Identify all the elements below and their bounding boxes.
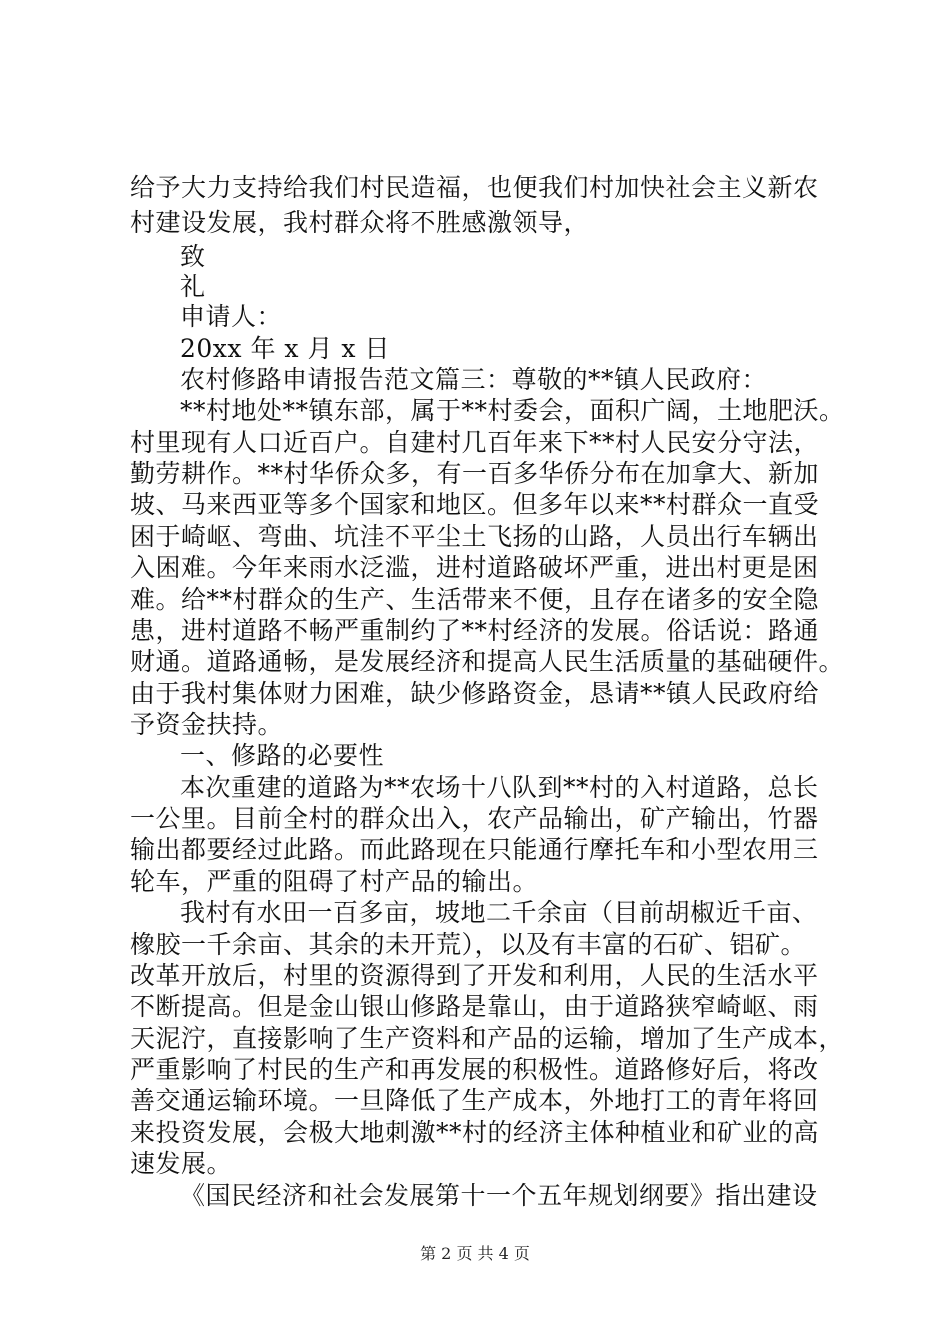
text-line: 礼 xyxy=(180,272,206,301)
text-line: 村建设发展，我村群众将不胜感激领导， xyxy=(130,208,590,237)
text-line: 来投资发展，会极大地刺激**村的经济主体种植业和矿业的高 xyxy=(130,1118,820,1147)
text-line: 橡胶一千余亩、其余的未开荒），以及有丰富的石矿、铝矿。 xyxy=(130,930,807,959)
text-line: 困于崎岖、弯曲、坑洼不平尘土飞扬的山路，人员出行车辆出 xyxy=(130,522,819,551)
section-heading: 一、修路的必要性 xyxy=(180,741,385,770)
text-line: 入困难。今年来雨水泛滥，进村道路破坏严重，进出村更是困 xyxy=(130,553,819,582)
text-line: 致 xyxy=(180,242,206,271)
text-line: 坡、马来西亚等多个国家和地区。但多年以来**村群众一直受 xyxy=(130,490,820,519)
text-line: 改革开放后，村里的资源得到了开发和利用，人民的生活水平 xyxy=(130,961,819,990)
text-line: 轮车，严重的阻碍了村产品的输出。 xyxy=(130,867,539,896)
text-line: 不断提高。但是金山银山修路是靠山，由于道路狭窄崎岖、雨 xyxy=(130,992,819,1021)
text-line: 财通。道路通畅，是发展经济和提高人民生活质量的基础硬件。 xyxy=(130,647,845,676)
text-line: 一公里。目前全村的群众出入，农产品输出，矿产输出，竹器 xyxy=(130,804,819,833)
text-line: 《国民经济和社会发展第十一个五年规划纲要》指出建设 xyxy=(180,1181,818,1210)
text-line: 申请人： xyxy=(180,302,283,331)
text-line: 输出都要经过此路。而此路现在只能通行摩托车和小型农用三 xyxy=(130,835,819,864)
text-line: 难。给**村群众的生产、生活带来不便，且存在诸多的安全隐 xyxy=(130,585,820,614)
text-line: 由于我村集体财力困难，缺少修路资金，恳请**镇人民政府给 xyxy=(130,679,820,708)
text-line: 天泥泞，直接影响了生产资料和产品的运输，增加了生产成本， xyxy=(130,1024,845,1053)
text-line: 善交通运输环境。一旦降低了生产成本，外地打工的青年将回 xyxy=(130,1086,819,1115)
text-line: 农村修路申请报告范文篇三：尊敬的**镇人民政府： xyxy=(180,365,768,394)
text-line: 严重影响了村民的生产和再发展的积极性。道路修好后，将改 xyxy=(130,1055,819,1084)
page-number-footer: 第 2 页 共 4 页 xyxy=(420,1244,530,1263)
text-line: 20xx 年 x 月 x 日 xyxy=(180,334,390,363)
text-line: 我村有水田一百多亩，坡地二千余亩（目前胡椒近千亩、 xyxy=(180,898,818,927)
text-line: 本次重建的道路为**农场十八队到**村的入村道路，总长 xyxy=(180,773,819,802)
text-line: 给予大力支持给我们村民造福，也便我们村加快社会主义新农 xyxy=(130,173,819,202)
text-line: 患，进村道路不畅严重制约了**村经济的发展。俗话说：路通 xyxy=(130,616,820,645)
text-line: 勤劳耕作。**村华侨众多，有一百多华侨分布在加拿大、新加 xyxy=(130,459,820,488)
text-line: **村地处**镇东部，属于**村委会，面积广阔，土地肥沃。 xyxy=(180,396,845,425)
text-line: 速发展。 xyxy=(130,1149,233,1178)
text-line: 村里现有人口近百户。自建村几百年来下**村人民安分守法， xyxy=(130,428,820,457)
text-line: 予资金扶持。 xyxy=(130,710,284,739)
